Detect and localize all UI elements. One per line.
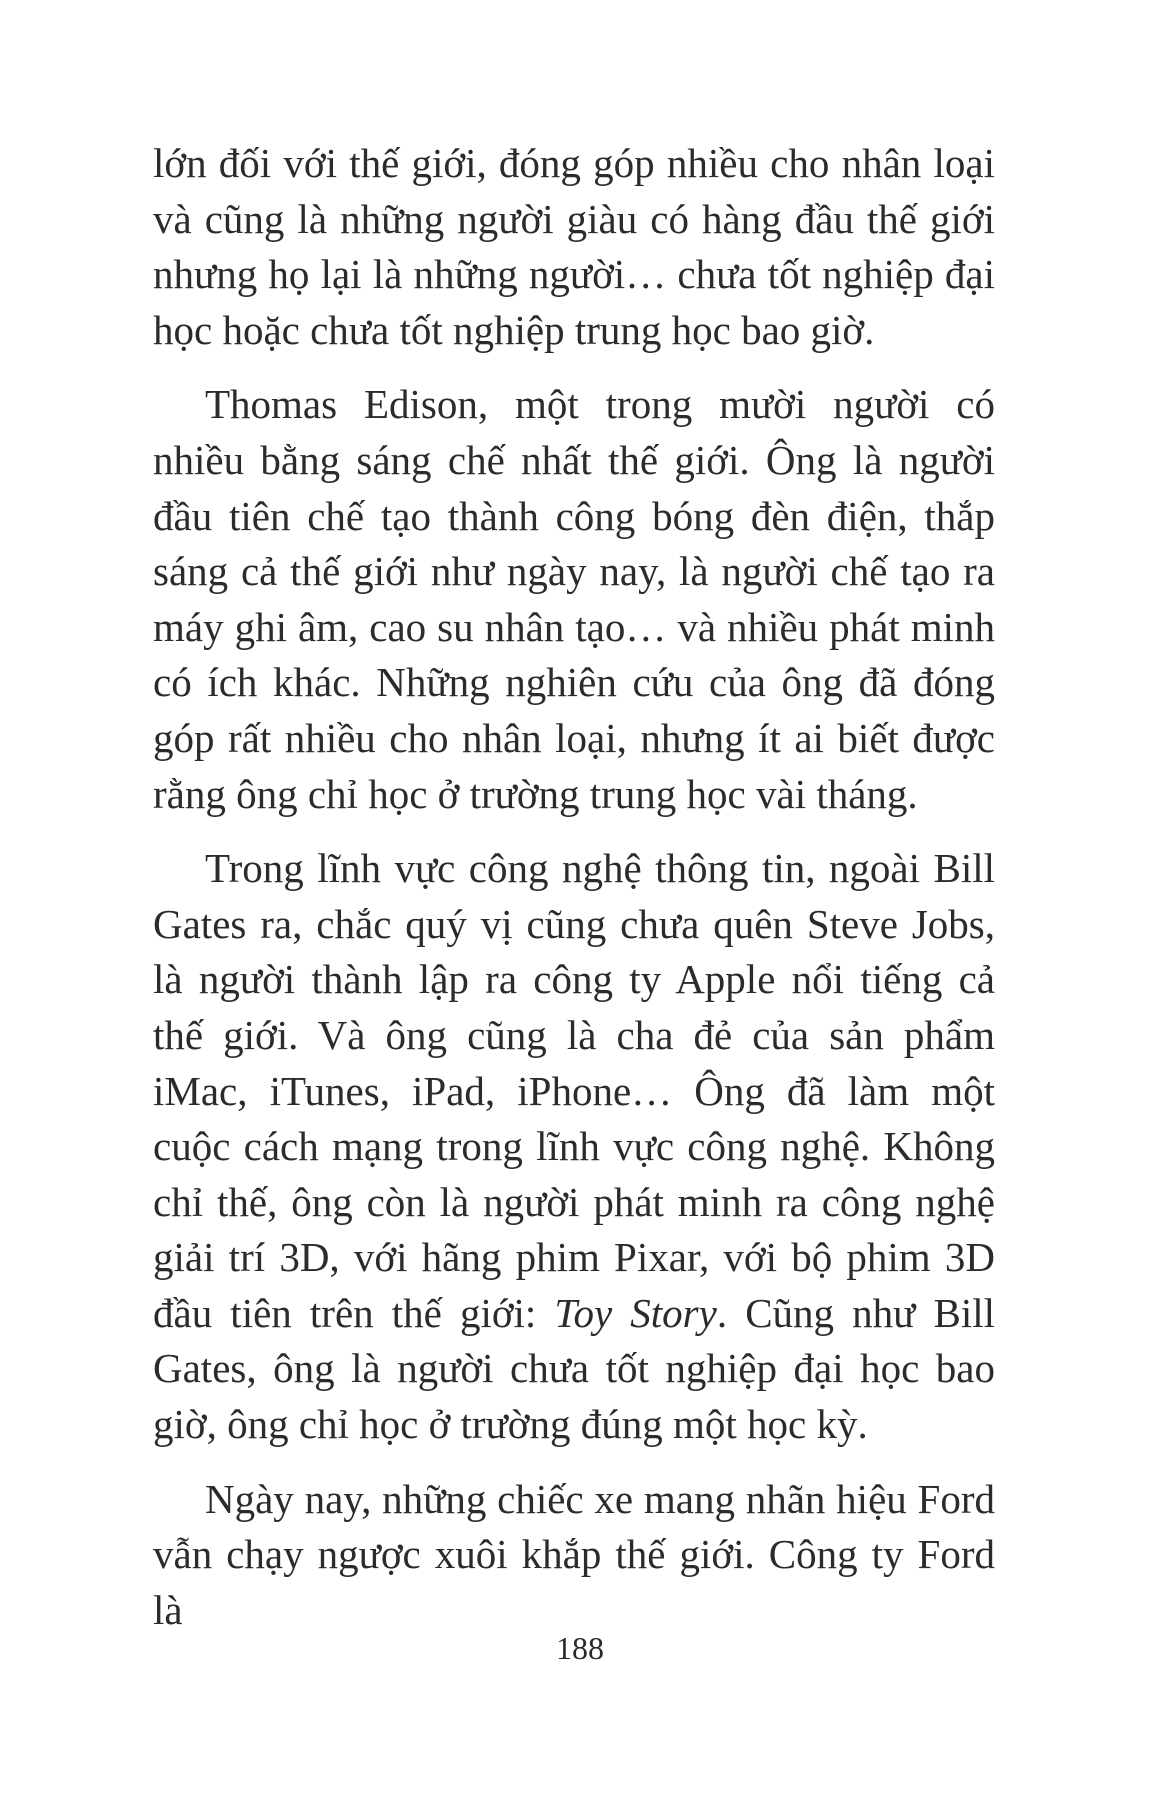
paragraph-steve-jobs-text-before: Trong lĩnh vực công nghệ thông tin, ngoài Bill Gates ra, chắc quý vị cũng chưa quên Steve Jobs, là người thành lập ra công ty Apple nổi tiếng cả thế giới. Và ông cũng là cha đẻ của sản phẩm iMac, iTunes, iPad, iPhone… Ông đã làm một cuộc cách mạng trong lĩnh vực công nghệ. Không chỉ thế, ông còn là người phát minh ra công nghệ giải trí 3D, với hãng phim Pixar, với bộ phim 3D đầu tiên trên thế giới: (153, 845, 995, 1336)
paragraph-steve-jobs (153, 841, 995, 1453)
paragraph-continuation: lớn đối với thế giới, đóng góp nhiều cho nhân loại và cũng là những người giàu có hàng đầu thế giới nhưng họ lại là những người… chưa tốt nghiệp đại học hoặc chưa tốt nghiệp trung học bao giờ. (153, 140, 995, 353)
movie-title-italic: Toy Story (554, 1289, 717, 1336)
page-number: 188 (556, 1630, 604, 1666)
paragraph-ford: Ngày nay, những chiếc xe mang nhãn hiệu Ford vẫn chạy ngược xuôi khắp thế giới. Công ty Ford là (153, 1475, 995, 1633)
paragraph-steve-jobs-text-after: . Cũng như Bill Gates, ông là người chưa tốt nghiệp đại học bao giờ, ông chỉ học ở trường đúng một học kỳ. (153, 1289, 995, 1448)
paragraph-thomas-edison: Thomas Edison, một trong mười người có nhiều bằng sáng chế nhất thế giới. Ông là người đầu tiên chế tạo thành công bóng đèn điện, thắp sáng cả thế giới như ngày nay, là người chế tạo ra máy ghi âm, cao su nhân tạo… và nhiều phát minh có ích khác. Những nghiên cứu của ông đã đóng góp rất nhiều cho nhân loại, nhưng ít ai biết được rằng ông chỉ học ở trường trung học vài tháng. (153, 381, 995, 817)
book-page-body (153, 136, 995, 1638)
